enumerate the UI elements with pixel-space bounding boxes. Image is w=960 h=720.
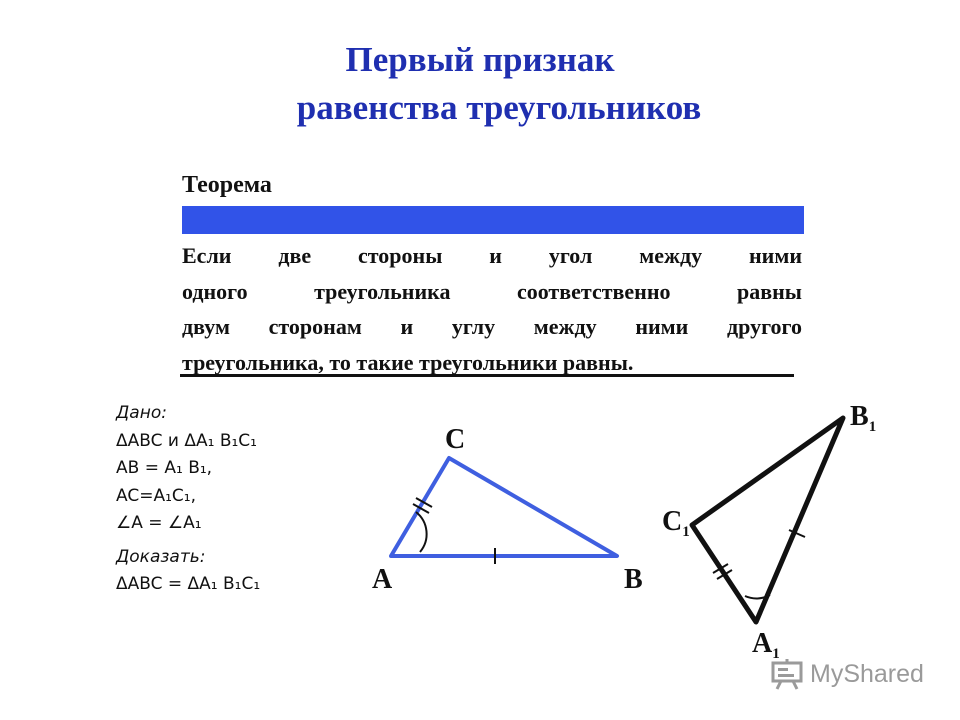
theorem-line-4: треугольника, то такие треугольники равны. (182, 349, 634, 375)
given-item-1: ΔABC и ΔA₁ B₁C₁ (116, 430, 257, 451)
theorem-line-2: одного треугольника соответственно равны (182, 278, 802, 304)
label-b1: $B_1$ (850, 401, 877, 435)
label-a1: $A_1$ (752, 628, 780, 662)
label-b: B (624, 564, 643, 595)
presentation-board-icon (770, 657, 804, 691)
prove-statement: ΔABC = ΔA₁ B₁C₁ (116, 574, 261, 594)
triangle-abc (372, 424, 643, 595)
prove-heading: Доказать: (116, 546, 206, 567)
given-item-4: ∠A = ∠A₁ (116, 513, 202, 533)
label-c: C (445, 424, 466, 455)
watermark (770, 654, 924, 694)
theorem-line-3: двум сторонам и углу между ними другого (182, 314, 802, 339)
triangle-a1b1c1 (662, 401, 876, 662)
given-item-3: AC=A₁C₁, (116, 485, 196, 506)
title-line-2: равенства треугольников (296, 88, 702, 127)
title-line-1: Первый признак (345, 40, 615, 79)
triangle-a1b1c1-shape (692, 418, 843, 622)
theorem-line-1: Если две стороны и угол между ними (182, 243, 802, 268)
label-c1: $C_1$ (662, 506, 690, 540)
given-heading: Дано: (116, 403, 167, 423)
label-a: A (372, 564, 393, 595)
given-item-2: AB = A₁ B₁, (116, 458, 213, 478)
theorem-heading: Теорема (182, 172, 272, 198)
watermark-text: MyShared (810, 659, 924, 688)
angle-a-arc (416, 512, 427, 552)
